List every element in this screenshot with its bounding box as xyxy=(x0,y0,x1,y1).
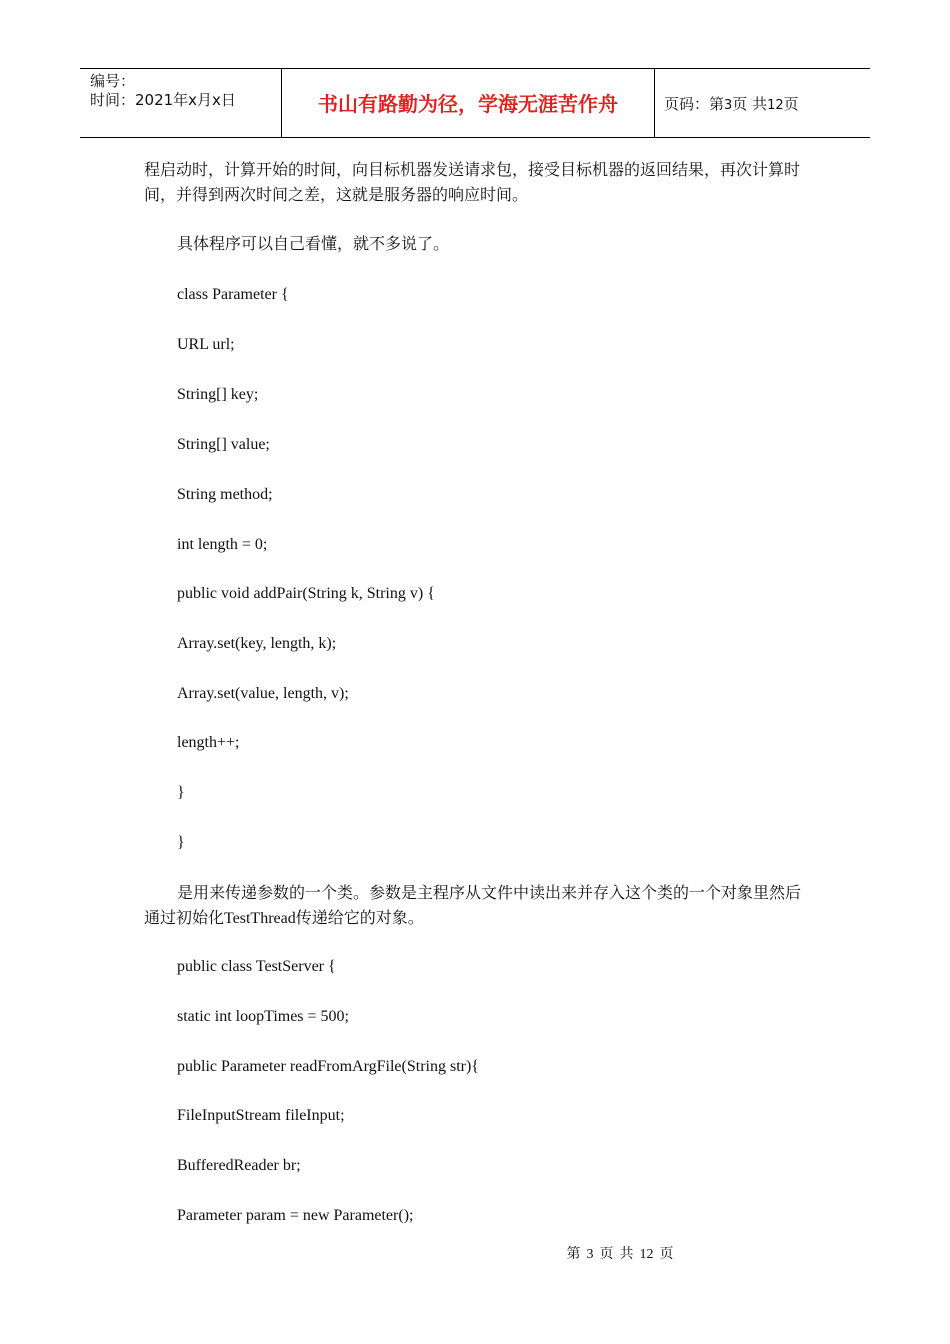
code-line: } xyxy=(177,834,185,851)
code-line: length++; xyxy=(177,734,240,751)
code-line: static int loopTimes = 500; xyxy=(177,1008,349,1025)
header-page-current: 3 xyxy=(724,98,733,113)
motto: 书山有路勤为径，学海无涯苦作舟 xyxy=(318,92,618,116)
page-footer xyxy=(0,1245,950,1265)
code-line: String method; xyxy=(177,486,273,503)
code-line: } xyxy=(177,784,185,801)
code-line: Parameter param = new Parameter(); xyxy=(177,1207,414,1224)
time-label: 时间：2021年x月x日 xyxy=(90,91,236,109)
code-line: class Parameter { xyxy=(177,286,289,303)
header-page-prefix: 页码：第 xyxy=(664,95,725,113)
code-line: String[] value; xyxy=(177,436,270,453)
header-meta-cell xyxy=(80,69,282,137)
code-line: public void addPair(String k, String v) { xyxy=(177,585,435,602)
code-line: Array.set(value, length, v); xyxy=(177,685,349,702)
header-page-suffix: 页 xyxy=(783,95,799,113)
code-line: BufferedReader br; xyxy=(177,1157,301,1174)
code-line: int length = 0; xyxy=(177,536,268,553)
header-page-info xyxy=(664,94,799,116)
footer-di: 第 xyxy=(566,1247,581,1262)
code-line: public Parameter readFromArgFile(String str){ xyxy=(177,1058,479,1075)
code-line: FileInputStream fileInput; xyxy=(177,1107,345,1124)
explanation-section xyxy=(144,881,810,931)
header-page-cell xyxy=(656,69,870,137)
header-page-total: 12 xyxy=(767,98,784,113)
header-page-mid: 页 共 xyxy=(732,95,768,113)
code-line: String[] key; xyxy=(177,386,259,403)
code-line: public class TestServer { xyxy=(177,958,336,975)
code-line: Array.set(key, length, k); xyxy=(177,635,337,652)
intro-line-2: 具体程序可以自己看懂，就不多说了。 xyxy=(177,236,450,253)
footer-total: 12 xyxy=(639,1247,654,1262)
footer-page-number xyxy=(145,1245,950,1265)
footer-ye: 页 xyxy=(659,1247,674,1262)
number-label: 编号： xyxy=(90,72,136,90)
explanation-paragraph: 是用来传递参数的一个类。参数是主程序从文件中读出来并存入这个类的一个对象里然后通过初始化TestThread传递给它的对象。 xyxy=(144,885,802,927)
intro-paragraph: 程启动时，计算开始的时间，向目标机器发送请求包，接受目标机器的返回结果，再次计算时间，并得到两次时间之差，这就是服务器的响应时间。 xyxy=(144,162,801,204)
intro-section xyxy=(144,158,810,208)
footer-ye: 页 xyxy=(599,1247,614,1262)
footer-current: 3 xyxy=(586,1247,594,1262)
code-line: URL url; xyxy=(177,336,235,353)
document-header xyxy=(80,68,870,138)
footer-gong: 共 xyxy=(619,1247,634,1262)
header-motto-cell xyxy=(282,69,655,137)
